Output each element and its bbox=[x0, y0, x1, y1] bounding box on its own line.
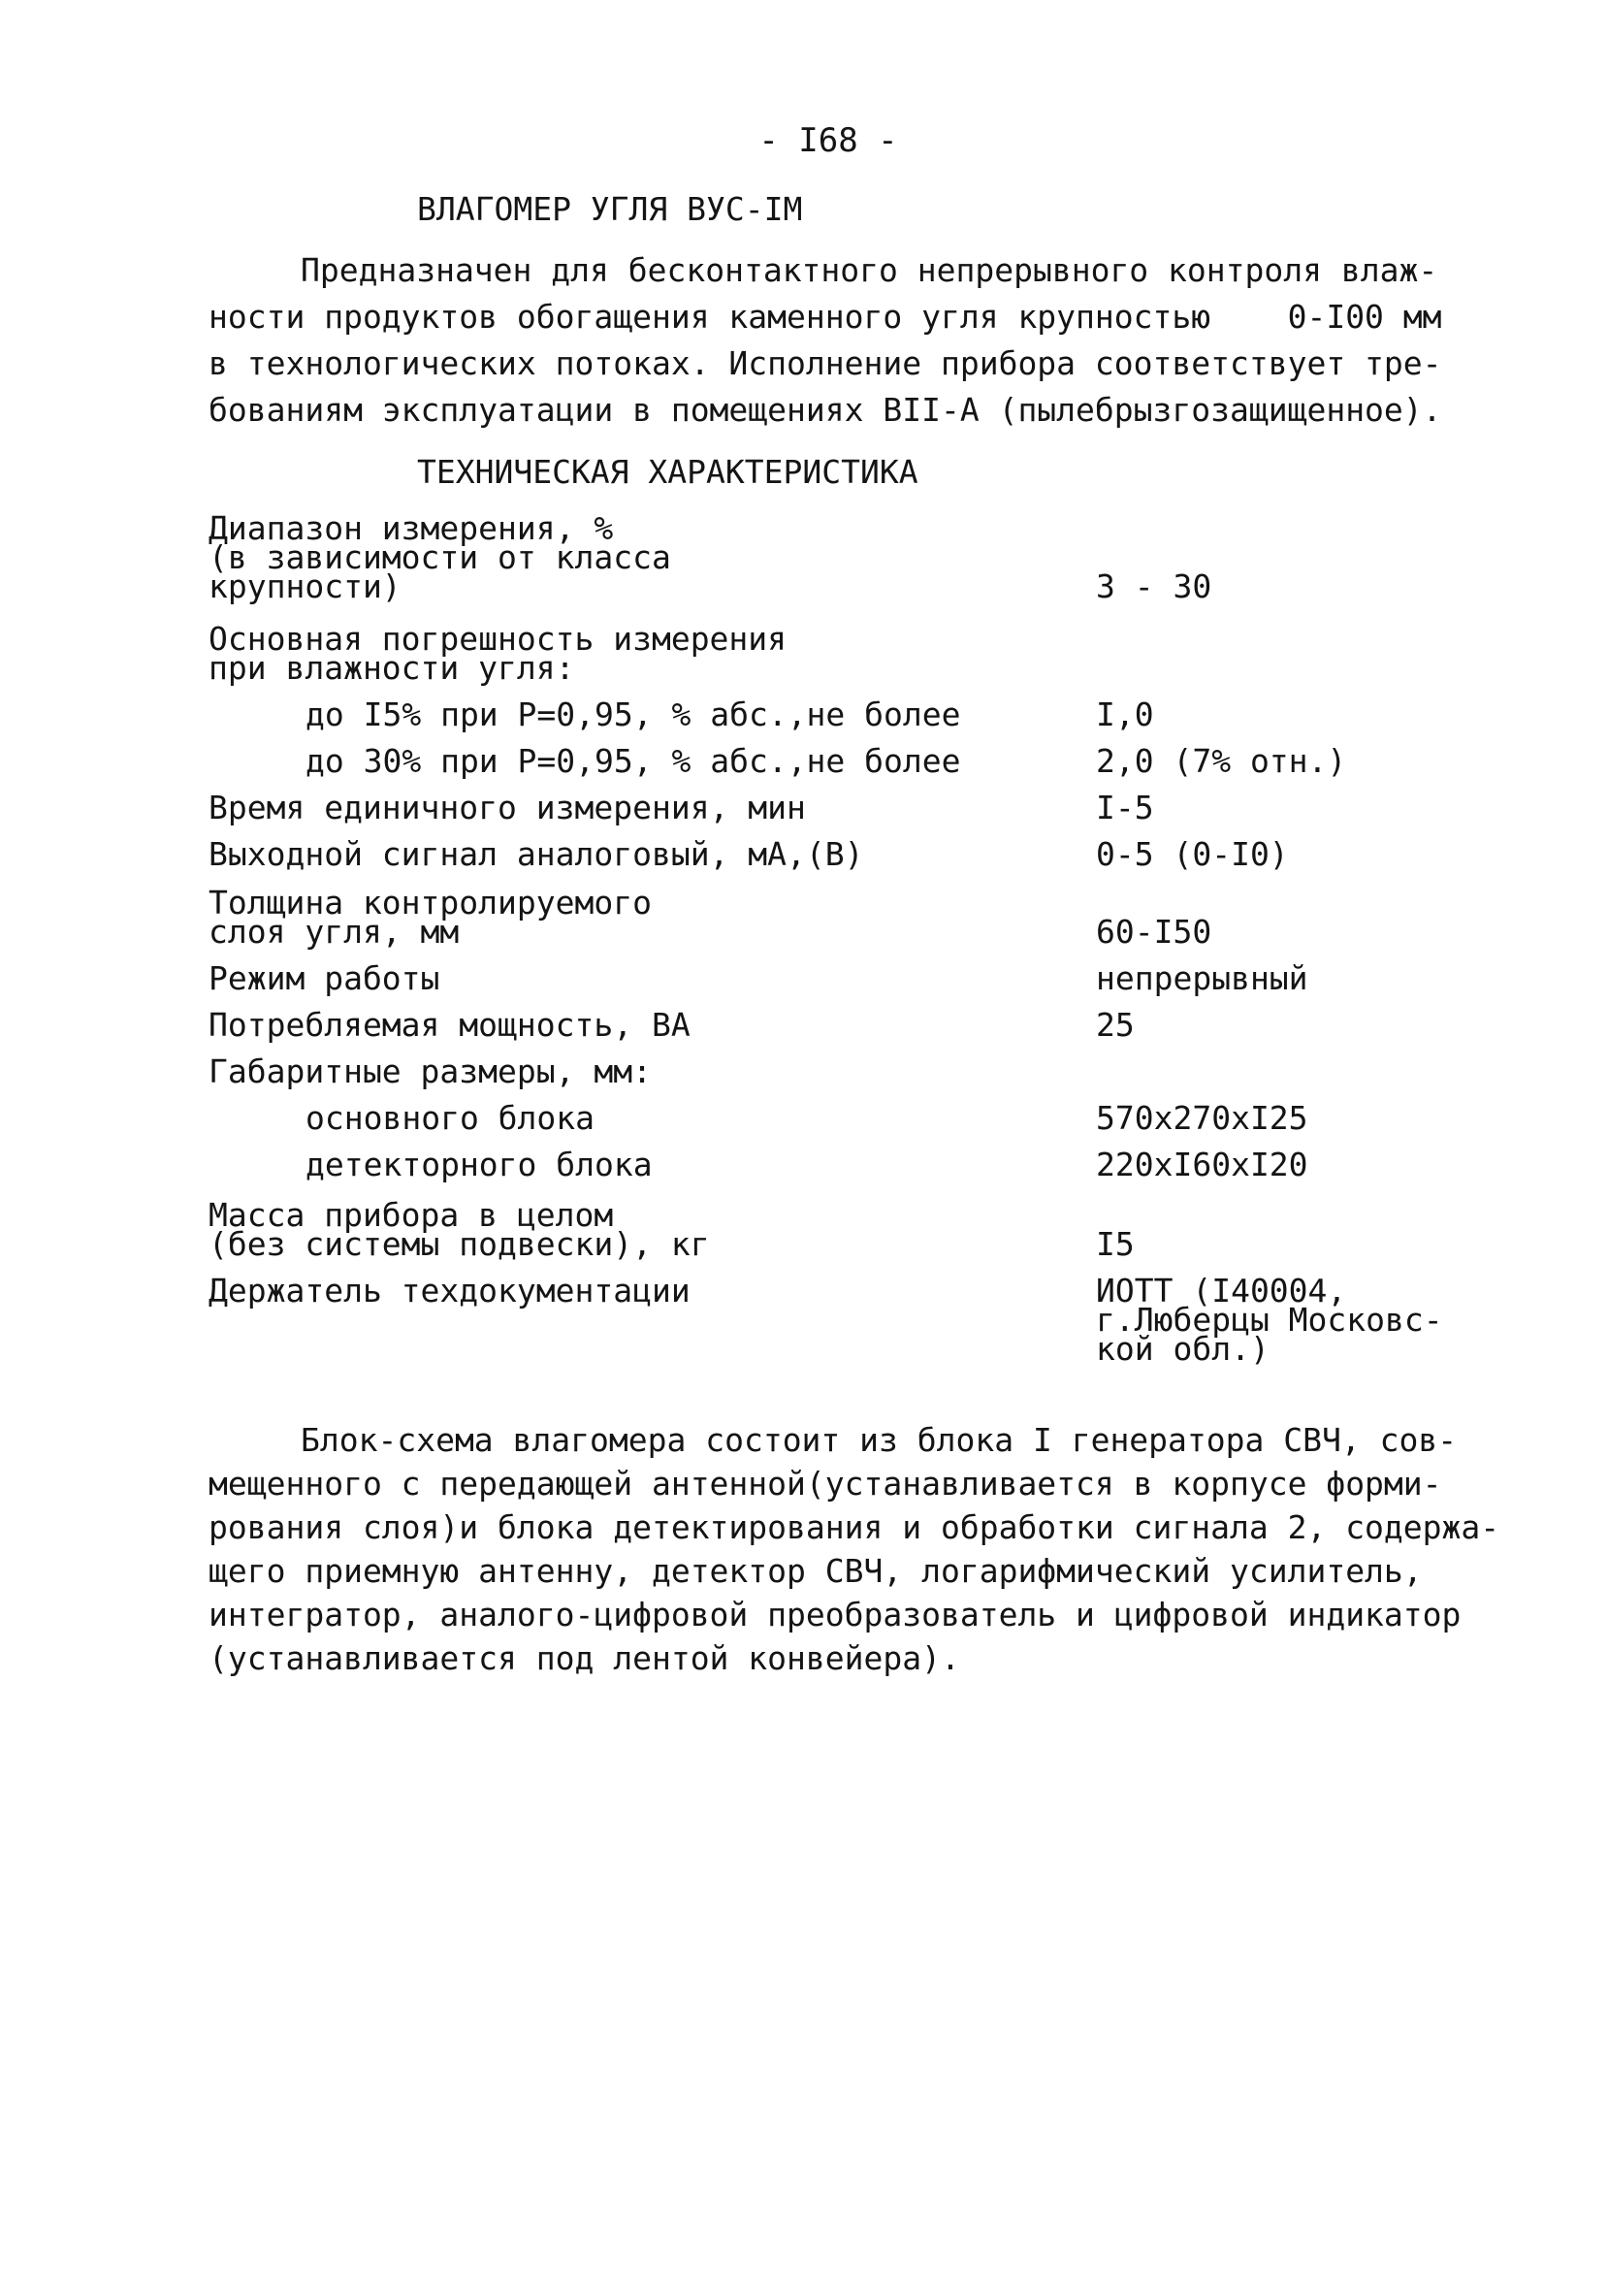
spec-value: 220xI60xI20 bbox=[1096, 1146, 1308, 1183]
spec-row bbox=[209, 884, 1469, 951]
intro-paragraph bbox=[209, 247, 1442, 434]
document-title: ВЛАГОМЕР УГЛЯ ВУС-IM bbox=[417, 190, 803, 228]
spec-value: 60-I50 bbox=[1096, 913, 1212, 951]
spec-row bbox=[209, 1099, 1469, 1137]
spec-row bbox=[209, 1006, 1469, 1044]
spec-value: 2,0 (7% отн.) bbox=[1096, 742, 1347, 780]
intro-line: Предназначен для бесконтактного непрерывного контроля влаж- bbox=[301, 251, 1438, 289]
spec-value: ИОТТ (I40004, г.Люберцы Московс- кой обл.) bbox=[1096, 1272, 1443, 1368]
spec-label: Основная погрешность измерения при влажности угля: bbox=[209, 620, 788, 687]
spec-label: до I5% при P=0,95, % абс.,не более bbox=[306, 695, 961, 733]
spec-row bbox=[209, 695, 1469, 733]
intro-line: ности продуктов обогащения каменного угля крупностью 0-I00 мм bbox=[209, 298, 1442, 336]
spec-row bbox=[209, 1196, 1469, 1263]
spec-row bbox=[209, 742, 1469, 780]
section-heading: ТЕХНИЧЕСКАЯ ХАРАКТЕРИСТИКА bbox=[417, 453, 918, 491]
description-line: щего приемную антенну, детектор СВЧ, логарифмический усилитель, bbox=[209, 1552, 1423, 1590]
spec-label: Потребляемая мощность, ВА bbox=[209, 1006, 691, 1044]
description-line: Блок-схема влагомера состоит из блока I генератора СВЧ, сов- bbox=[301, 1421, 1458, 1459]
spec-label: детекторного блока bbox=[306, 1146, 653, 1183]
spec-label: Выходной сигнал аналоговый, мА,(В) bbox=[209, 835, 864, 873]
spec-label: Режим работы bbox=[209, 959, 440, 997]
spec-value: I,0 bbox=[1096, 695, 1154, 733]
spec-row bbox=[209, 1272, 1469, 1368]
spec-row bbox=[209, 1052, 1469, 1090]
intro-line: в технологических потоках. Исполнение прибора соответствует тре- bbox=[209, 344, 1442, 382]
spec-row bbox=[209, 959, 1469, 997]
description-line: рования слоя)и блока детектирования и обработки сигнала 2, содержа- bbox=[209, 1508, 1500, 1546]
spec-table bbox=[209, 509, 1469, 1368]
description-line: интегратор, аналого-цифровой преобразователь и цифровой индикатор bbox=[209, 1596, 1462, 1633]
intro-line: бованиям эксплуатации в помещениях BII-A (пылебрызгозащищенное). bbox=[209, 391, 1442, 429]
spec-label: Диапазон измерения, % (в зависимости от класса крупности) bbox=[209, 509, 671, 605]
spec-value: 570x270xI25 bbox=[1096, 1099, 1308, 1137]
spec-label: до 30% при P=0,95, % абс.,не более bbox=[306, 742, 961, 780]
spec-value: 0-5 (0-I0) bbox=[1096, 835, 1289, 873]
spec-value: 3 - 30 bbox=[1096, 567, 1212, 605]
spec-row bbox=[209, 509, 1469, 605]
spec-label: Держатель техдокументации bbox=[209, 1272, 691, 1310]
spec-row bbox=[209, 789, 1469, 826]
page-number: - I68 - bbox=[758, 121, 898, 160]
spec-row bbox=[209, 1146, 1469, 1183]
spec-value: 25 bbox=[1096, 1006, 1135, 1044]
spec-label: Габаритные размеры, мм: bbox=[209, 1052, 652, 1090]
description-line: мещенного с передающей антенной(устанавливается в корпусе форми- bbox=[209, 1465, 1442, 1503]
spec-label: Время единичного измерения, мин bbox=[209, 789, 806, 826]
spec-value: непрерывный bbox=[1096, 959, 1308, 997]
spec-label: Масса прибора в целом (без системы подвески), кг bbox=[209, 1196, 710, 1263]
description-paragraph bbox=[209, 1418, 1500, 1680]
spec-label: основного блока bbox=[306, 1099, 595, 1137]
spec-row bbox=[209, 620, 1469, 687]
spec-row bbox=[209, 835, 1469, 873]
spec-label: Толщина контролируемого слоя угля, мм bbox=[209, 884, 652, 951]
description-line: (устанавливается под лентой конвейера). bbox=[209, 1639, 960, 1677]
spec-value: I5 bbox=[1096, 1225, 1135, 1263]
spec-value: I-5 bbox=[1096, 789, 1154, 826]
